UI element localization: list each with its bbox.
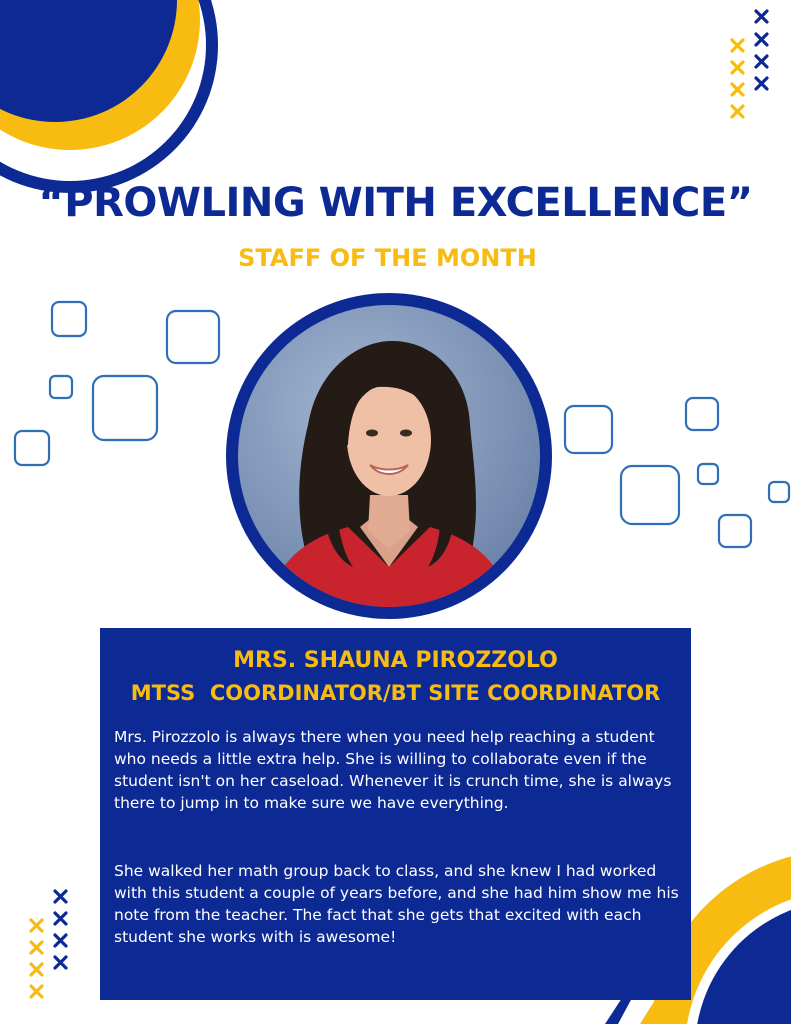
staff-name: MRS. SHAUNA PIROZZOLO <box>233 648 558 673</box>
description-paragraph-2: She walked her math group back to class, and she knew I had worked with this student a couple of years before, and she had him show me his note from the teacher. The fact that she gets that excited with each student she works with is awesome! <box>114 862 679 946</box>
bottom-left-x-pattern <box>31 891 66 997</box>
staff-info-panel <box>100 628 691 1000</box>
top-right-x-pattern <box>732 11 767 117</box>
left-square-cluster <box>15 302 219 465</box>
staff-role: MTSS COORDINATOR/BT SITE COORDINATOR <box>130 681 661 705</box>
staff-portrait <box>238 305 540 607</box>
staff-photo-frame <box>226 293 552 619</box>
bottom-right-navy-sliver <box>605 998 632 1024</box>
staff-of-month-subtitle: STAFF OF THE MONTH <box>238 244 537 272</box>
description-paragraph-1: Mrs. Pirozzolo is always there when you need help reaching a student who needs a little extra help. She is willing to collaborate even if the student isn't on her caseload. Whenever it is crunch time, she is always there to jump in to make sure we have everything. <box>114 728 672 812</box>
headline-title: “PROWLING WITH EXCELLENCE” <box>38 180 753 226</box>
right-square-cluster <box>565 398 789 547</box>
portrait-illustration <box>238 305 540 607</box>
